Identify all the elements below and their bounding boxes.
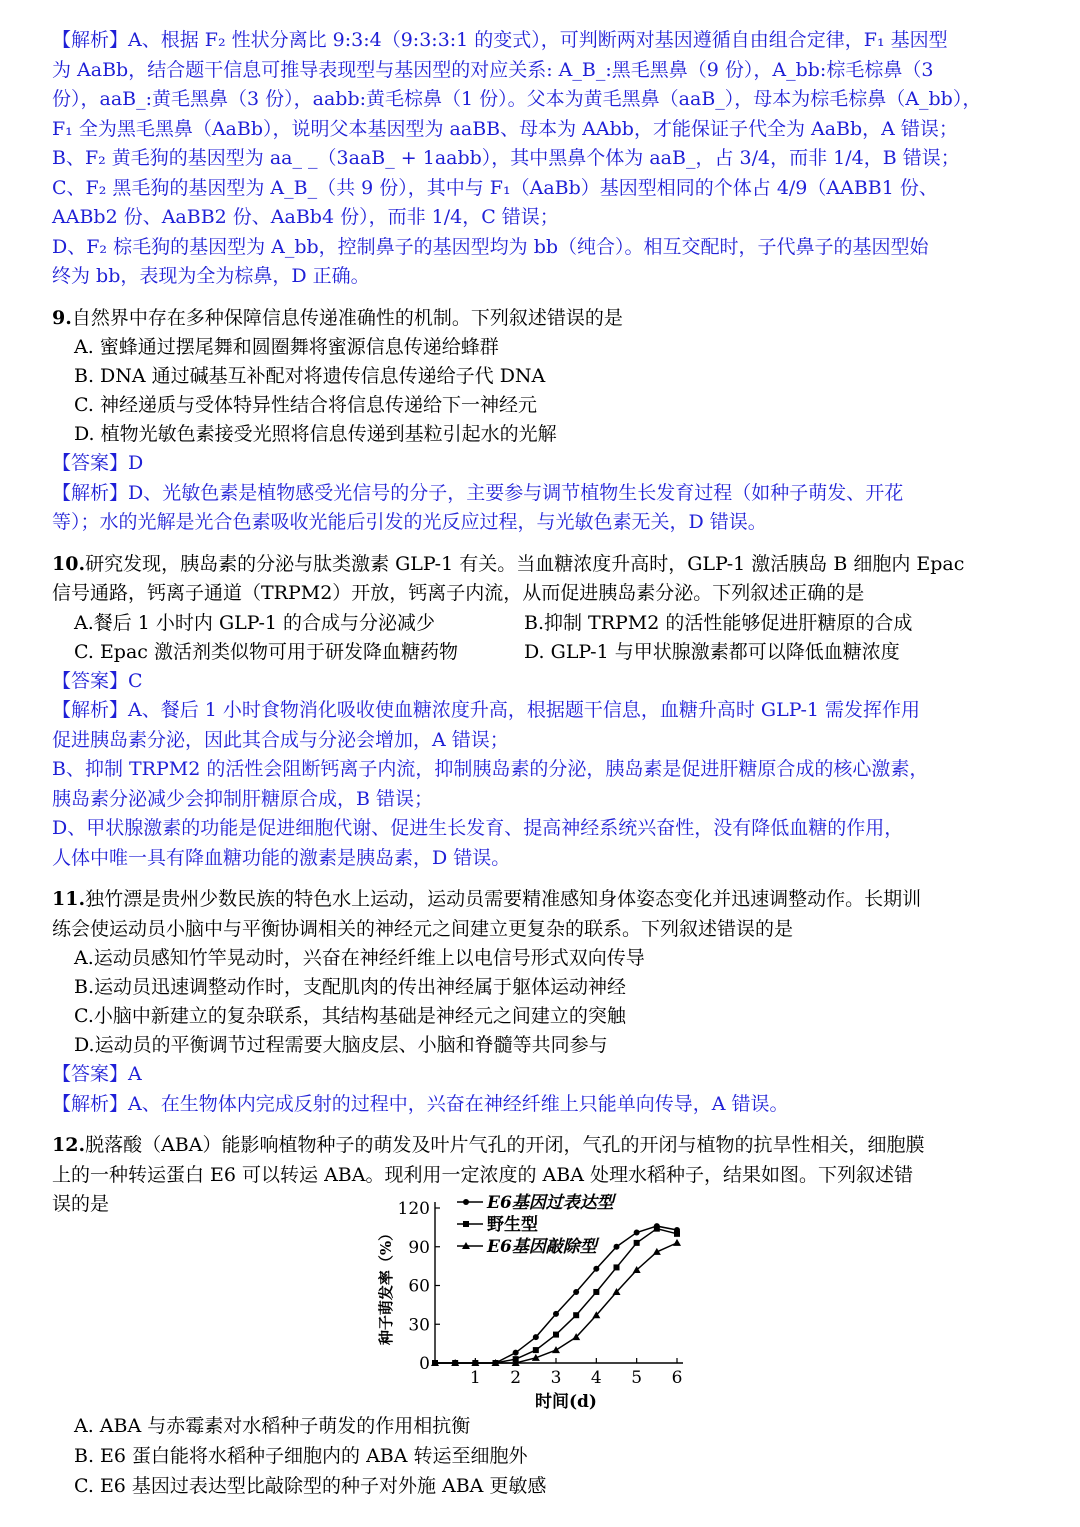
q11-number: 11. [52,888,86,910]
data-point [533,1347,539,1353]
q11-stem-text: 独竹漂是贵州少数民族的特色水上运动，运动员需要精准感知身体姿态变化并迅速调整动作。长期训 [85,888,922,910]
q11-option-b: B.运动员迅速调整动作时，支配肌肉的传出神经属于躯体运动神经 [74,976,627,998]
q10-analysis-line: 人体中唯一具有降血糖功能的激素是胰岛素，D 错误。 [52,846,511,869]
q12-stem-text: 脱落酸（ABA）能影响植物种子的萌发及叶片气孔的开闭，气孔的开闭与植物的抗旱性相关，细胞膜 [85,1134,925,1156]
x-tick-label: 2 [510,1368,522,1388]
data-point [573,1289,579,1295]
q12-stem-line: 上的一种转运蛋白 E6 可以转运 ABA。现利用一定浓度的 ABA 处理水稻种子，结果如图。下列叙述错 [52,1163,913,1186]
q9-number: 9. [52,306,72,329]
q9-stem-text: 自然界中存在多种保障信息传递准确性的机制。下列叙述错误的是 [71,306,623,329]
data-point [634,1230,640,1236]
q9-analysis-line: 【解析】D、光敏色素是植物感受光信号的分子，主要参与调节植物生长发育过程（如种子萌发、开花 [52,481,904,504]
x-tick-label: 3 [550,1368,562,1388]
data-point [573,1312,579,1318]
data-point [614,1264,620,1270]
analysis-line: C、F₂ 黑毛狗的基因型为 A_B_（共 9 份），其中与 F₁（AaBb）基因型相同的个体占 4/9（AABB1 份、 [52,176,938,199]
analysis-line: F₁ 全为黑毛黑鼻（AaBb），说明父本基因型为 aaBB、母本为 AAbb，才能保证子代全为 AaBb，A 错误； [52,117,958,140]
q12-option-a: A. ABA 与赤霉素对水稻种子萌发的作用相抗衡 [74,1415,471,1437]
q10-number: 10. [52,552,86,575]
q11-option-d: D.运动员的平衡调节过程需要大脑皮层、小脑和脊髓等共同参与 [74,1034,608,1056]
q12-stem-line: 误的是 [52,1193,110,1215]
q12-options [74,1411,546,1501]
y-tick-label: 60 [408,1276,430,1297]
data-point [593,1266,599,1272]
q10-option-d: D. GLP-1 与甲状腺激素都可以降低血糖浓度 [524,640,900,663]
data-point [553,1332,559,1338]
q10-option-b: B.抑制 TRPM2 的活性能够促进肝糖原的合成 [524,611,913,634]
data-point [463,1199,469,1205]
legend-label: E6基因敲除型 [487,1237,597,1257]
analysis-line: 终为 bb，表现为全为棕鼻，D 正确。 [52,265,370,287]
data-point [593,1289,599,1295]
legend-label: E6基因过表达型 [487,1193,614,1213]
q9-option-c: C. 神经递质与受体特异性结合将信息传递给下一神经元 [74,394,537,416]
data-point [533,1334,539,1340]
series-path [435,1243,677,1363]
y-tick-label: 30 [408,1315,430,1336]
question-10 [52,550,1032,874]
data-point [463,1221,469,1227]
q11-stem-line: 练会使运动员小脑中与平衡协调相关的神经元之间建立更复杂的联系。下列叙述错误的是 [52,917,794,940]
q11-option-a: A.运动员感知竹竿晃动时，兴奋在神经纤维上以电信号形式双向传导 [74,947,645,969]
q10-analysis-line: 胰岛素分泌减少会抑制肝糖原合成，B 错误； [52,787,434,810]
q9-answer: 【答案】D [52,452,144,474]
x-tick-label: 5 [631,1368,643,1388]
data-point [673,1239,681,1246]
q10-option-c: C. Epac 激活剂类似物可用于研发降血糖药物 [74,640,458,663]
q12-stem [52,1131,1032,1161]
data-point [654,1226,660,1232]
q10-analysis-line: B、抑制 TRPM2 的活性会阻断钙离子内流，抑制胰岛素的分泌，胰岛素是促进肝糖原合成的核心激素， [52,758,929,780]
document-page [52,26,1032,1220]
data-point [674,1231,680,1237]
data-point [614,1244,620,1250]
legend-label: 野生型 [487,1215,538,1235]
q11-answer: 【答案】A [52,1063,142,1085]
data-point [634,1240,640,1246]
q9-option-d: D. 植物光敏色素接受光照将信息传递到基粒引起水的光解 [74,423,557,445]
data-point [553,1311,559,1317]
q11-option-c: C.小脑中新建立的复杂联系，其结构基础是神经元之间建立的突触 [74,1005,626,1027]
q8-analysis [52,26,1032,292]
y-tick-label: 0 [419,1354,430,1374]
analysis-line: 为 AaBb，结合题干信息可推导表现型与基因型的对应关系: A_B_:黑毛黑鼻（9 份），A_bb:棕毛棕鼻（3 [52,58,934,81]
question-9 [52,304,1032,538]
q10-option-a: A.餐后 1 小时内 GLP-1 的合成与分泌减少 [74,611,436,634]
q10-stem [52,550,1032,580]
y-axis-label: 种子萌发率（%） [377,1225,395,1346]
q10-analysis-line: 【解析】A、餐后 1 小时食物消化吸收使血糖浓度升高，根据题干信息，血糖升高时 GLP-1 需发挥作用 [52,699,921,721]
x-tick-label: 1 [469,1368,481,1388]
analysis-line: 份），aaB_:黄毛黑鼻（3 份），aabb:黄毛棕鼻（1 份）。父本为黄毛黑鼻（aaB_），母本为棕毛棕鼻（A_bb）， [52,88,982,110]
analysis-line: AABb2 份、AaBB2 份、AaBb4 份），而非 1/4，C 错误； [52,206,559,228]
q10-answer: 【答案】C [52,669,143,692]
q10-analysis-line: D、甲状腺激素的功能是促进细胞代谢、促进生长发育、提高神经系统兴奋性，没有降低血糖的作用， [52,817,904,839]
q10-options-row [52,609,1032,638]
data-point [552,1346,560,1353]
q9-analysis-line: 等）；水的光解是光合色素吸收光能后引发的光反应过程，与光敏色素无关，D 错误。 [52,511,767,533]
q11-analysis-line: 【解析】A、在生物体内完成反射的过程中，兴奋在神经纤维上只能单向传导，A 错误。 [52,1092,789,1115]
analysis-line: 【解析】A、根据 F₂ 性状分离比 9:3:4（9:3:3:1 的变式），可判断两对基因遵循自由组合定律，F₁ 基因型 [52,29,948,51]
q12-option-c: C. E6 基因过表达型比敲除型的种子对外施 ABA 更敏感 [74,1475,547,1497]
x-axis-label: 时间(d) [535,1392,597,1412]
y-tick-label: 90 [408,1237,430,1258]
q9-stem [52,304,1032,334]
q10-stem-text: 研究发现，胰岛素的分泌与肽类激素 GLP-1 有关。当血糖浓度升高时，GLP-1 激活胰岛 B 细胞内 Epac [85,552,965,575]
q12-number: 12. [52,1134,86,1156]
series-line [431,1239,681,1366]
chart-legend [457,1193,617,1257]
q10-options-row [52,638,1032,667]
x-tick-label: 6 [671,1368,683,1388]
analysis-line: B、F₂ 黄毛狗的基因型为 aa_ _（3aaB_ + 1aabb），其中黑鼻个体为 aaB_，占 3/4，而非 1/4，B 错误； [52,147,960,169]
q12-option-b: B. E6 蛋白能将水稻种子细胞内的 ABA 转运至细胞外 [74,1445,528,1467]
q10-stem-line: 信号通路，钙离子通道（TRPM2）开放，钙离子内流，从而促进胰岛素分泌。下列叙述正确的是 [52,582,865,604]
q9-option-b: B. DNA 通过碱基互补配对将遗传信息传递给子代 DNA [74,365,546,387]
q10-analysis-line: 促进胰岛素分泌，因此其合成与分泌会增加，A 错误； [52,728,509,751]
analysis-line: D、F₂ 棕毛狗的基因型为 A_bb，控制鼻子的基因型均为 bb（纯合）。相互交配时，子代鼻子的基因型始 [52,235,929,258]
x-tick-label: 4 [590,1368,602,1388]
germination-chart [375,1188,695,1412]
question-11 [52,885,1032,1119]
data-point [513,1350,519,1356]
q11-stem [52,885,1032,915]
y-tick-label: 120 [397,1199,430,1219]
q9-option-a: A. 蜜蜂通过摆尾舞和圆圈舞将蜜源信息传递给蜂群 [74,336,499,358]
